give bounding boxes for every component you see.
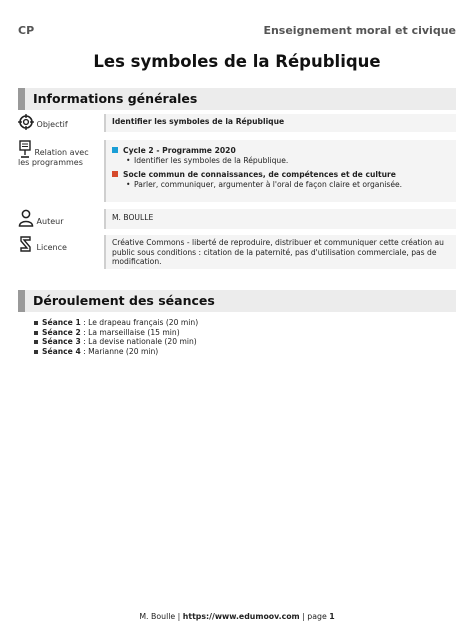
value-relation [104,140,456,202]
session-number: Séance 4 [42,346,81,356]
square-bullet-icon [34,350,38,354]
target-icon [18,114,34,130]
footer-author: M. Boulle [139,612,176,621]
section-title: Déroulement des séances [33,293,215,308]
row-licence [18,235,456,269]
auteur-name: M. BOULLE [112,213,154,222]
label-relation: Relation avec [34,148,89,157]
programme-cycle2 [112,146,450,156]
subject-title: Enseignement moral et civique [263,24,456,37]
session-number: Séance 1 [42,318,81,327]
licence-line: public sous conditions : citation de la paternité, pas d'utilisation commerciale, pas de [112,247,437,257]
session-text: : Le drapeau français (20 min) [80,318,199,327]
document-stand-icon [18,140,32,158]
value-licence [104,235,456,269]
licence-line: Créative Commons - liberté de reproduire, distribuer et communiquer cette création au [112,238,444,247]
row-label [18,140,104,168]
label-auteur: Auteur [36,217,64,226]
value-auteur [104,209,456,229]
objectif-text: Identifier les symboles de la République [112,117,285,126]
footer-site-link[interactable]: https://www.edumoov.com [182,612,300,621]
session-number: Séance 2 [42,327,81,337]
label-relation-2: les programmes [18,158,83,167]
blue-square-icon [112,147,118,153]
list-item [34,337,198,347]
page-header [18,24,456,40]
session-text: : La devise nationale (20 min) [80,337,197,346]
square-bullet-icon [34,331,38,335]
label-licence: Licence [36,243,67,252]
programme-item: • Identifier les symboles de la République. [112,156,450,166]
section-heading-deroulement [18,290,456,312]
row-objectif [18,114,456,132]
session-text: : Marianne (20 min) [80,346,159,356]
square-bullet-icon [34,321,38,325]
section-heading-info [18,88,456,110]
page-footer [0,612,474,621]
list-item [34,318,198,328]
grade-level: CP [18,24,35,37]
sessions-list [34,318,198,356]
license-icon [18,235,34,253]
footer-page-number: 1 [329,612,335,621]
footer-page-label: | page [299,612,330,621]
person-icon [18,209,34,227]
list-item [34,328,198,338]
page-title: Les symboles de la République [93,52,381,71]
programme-title: Cycle 2 - Programme 2020 [123,146,236,155]
licence-line: modification. [112,257,162,267]
session-text: : La marseillaise (15 min) [80,327,180,337]
programme-item: • Parler, communiquer, argumenter à l'oral de façon claire et organisée. [112,180,450,190]
footer-separator: | [175,612,183,621]
row-auteur [18,209,456,229]
value-objectif [104,114,456,132]
row-relation-programmes [18,140,456,202]
label-objectif: Objectif [36,120,68,129]
programme-title: Socle commun de connaissances, de compétences et de culture [123,170,396,180]
section-title: Informations générales [33,91,198,106]
programme-socle [112,170,450,180]
row-label [18,114,104,130]
row-label [18,209,104,227]
square-bullet-icon [34,340,38,344]
session-number: Séance 3 [42,337,81,346]
row-label [18,235,104,253]
list-item [34,347,198,357]
red-square-icon [112,171,118,177]
